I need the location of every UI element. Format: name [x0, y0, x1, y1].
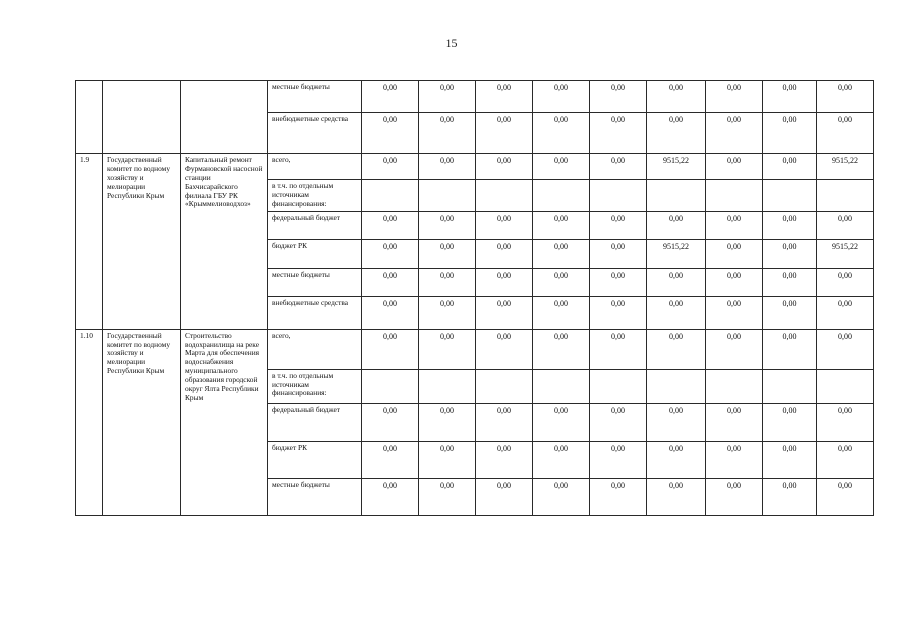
- amount-cell: 0,00: [476, 478, 533, 515]
- amount-cell: [419, 369, 476, 403]
- page-number: 15: [445, 36, 458, 50]
- amount-cell: 0,00: [590, 478, 647, 515]
- item-number: [76, 81, 103, 154]
- amount-cell: 0,00: [647, 268, 706, 296]
- amount-cell: 9515,22: [647, 239, 706, 268]
- amount-cell: 0,00: [763, 403, 817, 441]
- amount-cell: [763, 180, 817, 212]
- amount-cell: [590, 180, 647, 212]
- funding-source: внебюджетные средства: [268, 296, 362, 329]
- amount-cell: 0,00: [647, 296, 706, 329]
- funding-source: местные бюджеты: [268, 81, 362, 113]
- amount-cell: 0,00: [763, 268, 817, 296]
- amount-cell: 0,00: [476, 441, 533, 478]
- amount-cell: 0,00: [476, 239, 533, 268]
- amount-cell: 0,00: [706, 268, 763, 296]
- funding-source: бюджет РК: [268, 239, 362, 268]
- amount-cell: 0,00: [590, 239, 647, 268]
- amount-cell: 0,00: [590, 441, 647, 478]
- amount-cell: 0,00: [533, 296, 590, 329]
- amount-cell: 0,00: [763, 296, 817, 329]
- work-description: Капитальный ремонт Фурмановской насосной станции Бахчисарайского филиала ГБУ РК «Крыммелиоводхоз»: [181, 154, 268, 330]
- amount-cell: [817, 369, 874, 403]
- amount-cell: 0,00: [763, 239, 817, 268]
- table-row: [76, 329, 874, 369]
- amount-cell: 0,00: [763, 113, 817, 154]
- amount-cell: 0,00: [817, 329, 874, 369]
- amount-cell: 9515,22: [817, 239, 874, 268]
- amount-cell: 0,00: [533, 239, 590, 268]
- amount-cell: [817, 180, 874, 212]
- amount-cell: 0,00: [533, 403, 590, 441]
- amount-cell: 0,00: [476, 268, 533, 296]
- amount-cell: 0,00: [706, 441, 763, 478]
- amount-cell: 0,00: [590, 329, 647, 369]
- amount-cell: 0,00: [706, 239, 763, 268]
- amount-cell: 0,00: [590, 211, 647, 239]
- amount-cell: 0,00: [763, 81, 817, 113]
- amount-cell: 0,00: [647, 403, 706, 441]
- amount-cell: 0,00: [476, 211, 533, 239]
- amount-cell: 0,00: [817, 113, 874, 154]
- amount-cell: 0,00: [590, 154, 647, 180]
- amount-cell: 0,00: [706, 296, 763, 329]
- amount-cell: 0,00: [419, 268, 476, 296]
- amount-cell: 0,00: [476, 113, 533, 154]
- work-description: [181, 81, 268, 154]
- table-row: [76, 81, 874, 113]
- amount-cell: 0,00: [590, 81, 647, 113]
- amount-cell: 0,00: [476, 296, 533, 329]
- responsible-organization: Государственный комитет по водному хозяйству и мелиорации Республики Крым: [103, 154, 181, 330]
- amount-cell: 0,00: [533, 268, 590, 296]
- amount-cell: 0,00: [590, 403, 647, 441]
- amount-cell: [362, 369, 419, 403]
- amount-cell: 0,00: [817, 81, 874, 113]
- amount-cell: 0,00: [419, 81, 476, 113]
- amount-cell: 0,00: [533, 441, 590, 478]
- amount-cell: [647, 369, 706, 403]
- amount-cell: 0,00: [362, 441, 419, 478]
- amount-cell: 0,00: [419, 239, 476, 268]
- responsible-organization: Государственный комитет по водному хозяйству и мелиорации Республики Крым: [103, 329, 181, 515]
- amount-cell: 0,00: [817, 478, 874, 515]
- funding-source: федеральный бюджет: [268, 211, 362, 239]
- amount-cell: 0,00: [706, 329, 763, 369]
- item-number: 1.10: [76, 329, 103, 515]
- funding-source: всего,: [268, 154, 362, 180]
- amount-cell: 0,00: [590, 268, 647, 296]
- amount-cell: 0,00: [362, 81, 419, 113]
- amount-cell: 0,00: [817, 296, 874, 329]
- amount-cell: [533, 180, 590, 212]
- funding-source: местные бюджеты: [268, 268, 362, 296]
- amount-cell: 0,00: [533, 113, 590, 154]
- amount-cell: [419, 180, 476, 212]
- amount-cell: [647, 180, 706, 212]
- responsible-organization: [103, 81, 181, 154]
- amount-cell: [706, 180, 763, 212]
- amount-cell: 0,00: [817, 268, 874, 296]
- amount-cell: 0,00: [419, 296, 476, 329]
- amount-cell: 0,00: [763, 329, 817, 369]
- amount-cell: 0,00: [647, 81, 706, 113]
- amount-cell: 0,00: [362, 239, 419, 268]
- amount-cell: 0,00: [706, 211, 763, 239]
- amount-cell: 0,00: [533, 329, 590, 369]
- amount-cell: 0,00: [476, 81, 533, 113]
- amount-cell: [763, 369, 817, 403]
- amount-cell: 0,00: [647, 113, 706, 154]
- amount-cell: 0,00: [419, 478, 476, 515]
- amount-cell: 0,00: [362, 211, 419, 239]
- amount-cell: 0,00: [476, 403, 533, 441]
- amount-cell: 0,00: [362, 403, 419, 441]
- table-row: [76, 154, 874, 180]
- amount-cell: [476, 180, 533, 212]
- amount-cell: 0,00: [647, 441, 706, 478]
- amount-cell: 0,00: [763, 211, 817, 239]
- amount-cell: 0,00: [706, 154, 763, 180]
- item-number: 1.9: [76, 154, 103, 330]
- amount-cell: 0,00: [590, 296, 647, 329]
- amount-cell: 0,00: [362, 113, 419, 154]
- amount-cell: 0,00: [817, 403, 874, 441]
- amount-cell: [533, 369, 590, 403]
- work-description: Строительство водохранилища на реке Марта для обеспечения водоснабжения муниципального образования городской округ Ялта Республики Крым: [181, 329, 268, 515]
- funding-source: местные бюджеты: [268, 478, 362, 515]
- amount-cell: 0,00: [817, 211, 874, 239]
- funding-source: всего,: [268, 329, 362, 369]
- amount-cell: [362, 180, 419, 212]
- amount-cell: [476, 369, 533, 403]
- amount-cell: [590, 369, 647, 403]
- amount-cell: 0,00: [419, 113, 476, 154]
- amount-cell: 0,00: [706, 81, 763, 113]
- funding-source: бюджет РК: [268, 441, 362, 478]
- amount-cell: 0,00: [533, 81, 590, 113]
- amount-cell: 0,00: [533, 154, 590, 180]
- funding-source: внебюджетные средства: [268, 113, 362, 154]
- amount-cell: 0,00: [476, 329, 533, 369]
- amount-cell: 0,00: [362, 154, 419, 180]
- amount-cell: 9515,22: [647, 154, 706, 180]
- amount-cell: 0,00: [763, 154, 817, 180]
- amount-cell: 0,00: [817, 441, 874, 478]
- amount-cell: 0,00: [419, 211, 476, 239]
- amount-cell: 0,00: [647, 478, 706, 515]
- amount-cell: 0,00: [647, 211, 706, 239]
- amount-cell: 0,00: [419, 329, 476, 369]
- funding-source: федеральный бюджет: [268, 403, 362, 441]
- amount-cell: 0,00: [763, 478, 817, 515]
- amount-cell: 0,00: [419, 441, 476, 478]
- amount-cell: 0,00: [419, 403, 476, 441]
- amount-cell: 0,00: [763, 441, 817, 478]
- amount-cell: 0,00: [647, 329, 706, 369]
- funding-source: в т.ч. по отдельным источникам финансирования:: [268, 369, 362, 403]
- amount-cell: 0,00: [533, 211, 590, 239]
- amount-cell: 0,00: [706, 113, 763, 154]
- amount-cell: 0,00: [362, 329, 419, 369]
- amount-cell: 0,00: [362, 478, 419, 515]
- funding-source: в т.ч. по отдельным источникам финансирования:: [268, 180, 362, 212]
- amount-cell: 0,00: [362, 296, 419, 329]
- amount-cell: 0,00: [362, 268, 419, 296]
- amount-cell: 0,00: [533, 478, 590, 515]
- amount-cell: 0,00: [419, 154, 476, 180]
- amount-cell: [706, 369, 763, 403]
- amount-cell: 0,00: [590, 113, 647, 154]
- amount-cell: 0,00: [706, 403, 763, 441]
- amount-cell: 0,00: [476, 154, 533, 180]
- amount-cell: 0,00: [706, 478, 763, 515]
- budget-table: [75, 80, 874, 516]
- amount-cell: 9515,22: [817, 154, 874, 180]
